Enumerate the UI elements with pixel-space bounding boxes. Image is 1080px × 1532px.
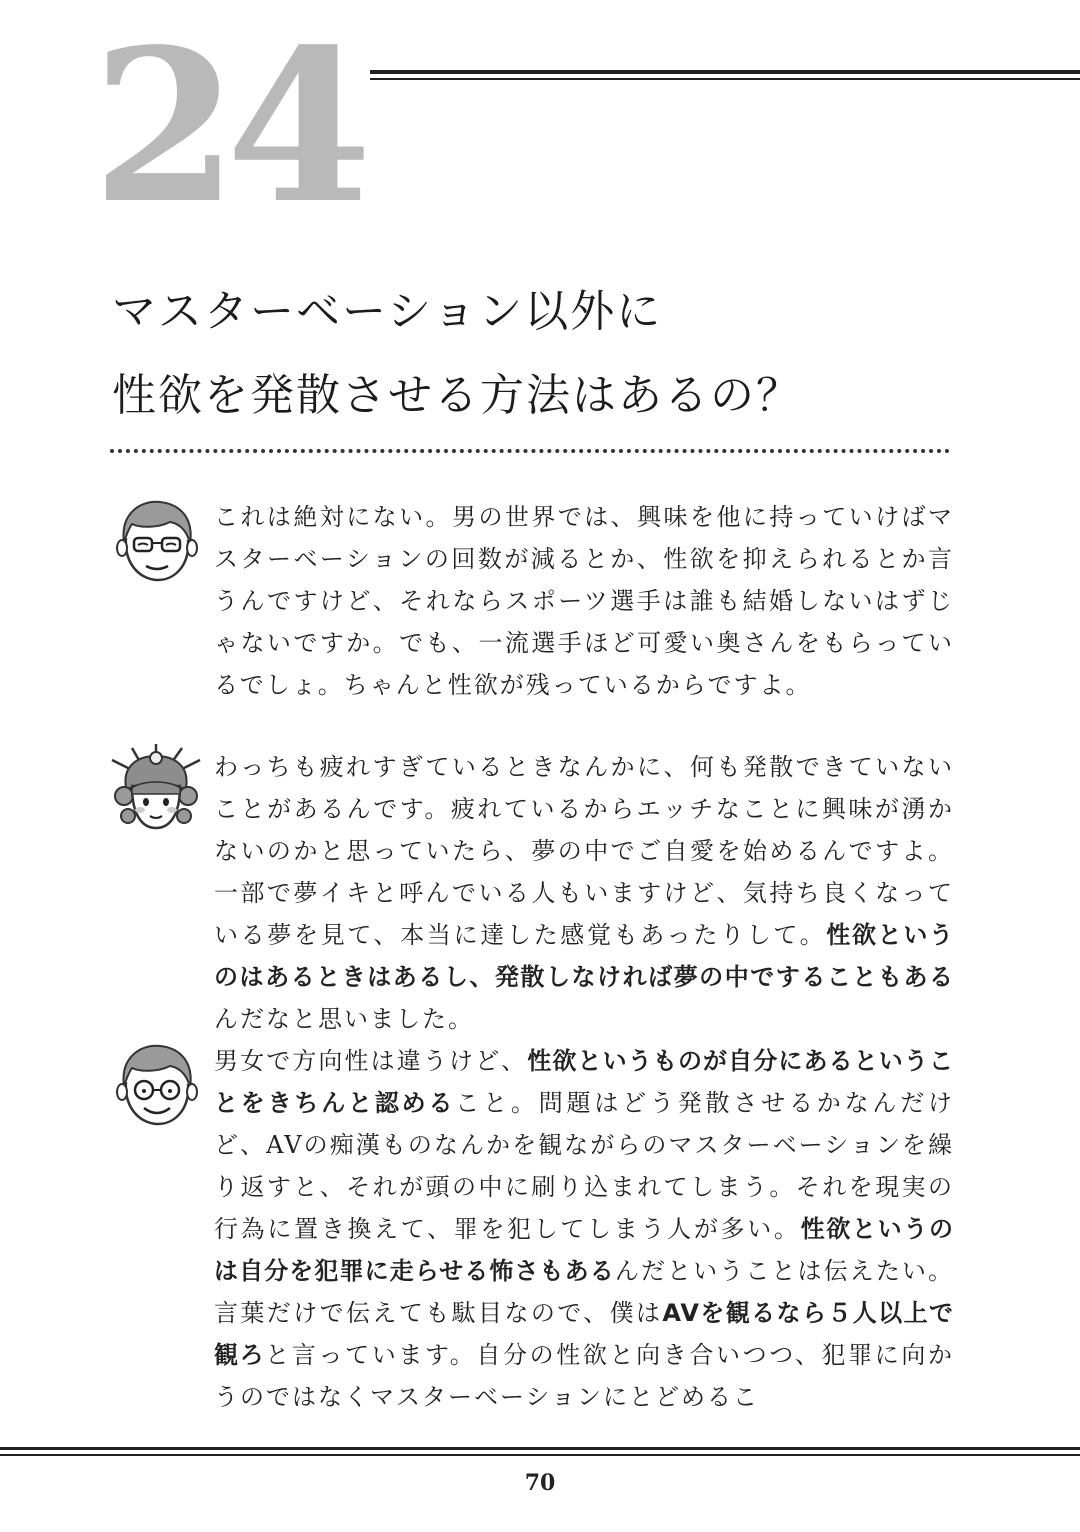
emphasis-text: 性欲というのはあるときはあるし、発散しなければ夢の中ですることもある [214, 921, 954, 991]
dialogue-block-3 [214, 1040, 954, 1418]
page-number: 70 [524, 1470, 556, 1496]
glasses-man-avatar-icon [110, 1038, 202, 1130]
emphasis-text: AVを観るなら５人以上で観ろ [214, 1299, 954, 1369]
page-title [112, 270, 802, 438]
header-rule [370, 70, 1080, 82]
title-line-1: マスターベーション以外に [112, 286, 663, 337]
body-text: これは絶対にない。男の世界では、興味を他に持っていけばマスターベーションの回数が減るとか、性欲を抑えられるとか言うんですけど、それならスポーツ選手は誰も結婚しないはずじゃないですか。でも、一流選手ほど可愛い奥さんをもらっているでしょ。ちゃんと性欲が残っているからですよ。 [214, 503, 954, 699]
body-text: と言っています。自分の性欲と向き合いつつ、犯罪に向かうのではなくマスターベーションにとどめるこ [214, 1341, 954, 1411]
body-text: わっちも疲れすぎているときなんかに、何も発散できていないことがあるんです。疲れているからエッチなことに興味が湧かないのかと思っていたら、夢の中でご自愛を始めるんですよ。一部で夢イキと呼んでいる人もいますけど、気持ち良くなっている夢を見て、本当に達した感覚もあったりして。 [214, 753, 954, 949]
footer-rule [0, 1447, 1080, 1459]
body-text: んだということは伝えたい。言葉だけで伝えても駄目なので、僕は [214, 1257, 955, 1327]
glasses-man-avatar-icon [110, 494, 202, 586]
chapter-number: 24 [92, 3, 361, 250]
dialogue-text [214, 746, 954, 1040]
title-line-2: 性欲を発散させる方法はあるの？ [112, 370, 802, 421]
dialogue-block-2 [214, 746, 954, 1040]
body-text: こと。問題はどう発散させるかなんだけど、AVの痴漢ものなんかを観ながらのマスターベーションを繰り返すと、それが頭の中に刷り込まれてしまう。それを現実の行為に置き換えて、罪を犯してしまう人が多い。 [214, 1089, 955, 1243]
dialogue-text [214, 496, 954, 706]
decorated-hair-woman-avatar-icon [110, 744, 202, 836]
dialogue-text [214, 1040, 954, 1418]
emphasis-text: 性欲というものが自分にあるということをきちんと認める [214, 1047, 955, 1117]
body-text: 男女で方向性は違うけど、 [214, 1047, 528, 1075]
dialogue-block-1 [214, 496, 954, 706]
title-divider [110, 449, 950, 453]
emphasis-text: 性欲というのは自分を犯罪に走らせる怖さもある [214, 1215, 954, 1285]
body-text: んだなと思いました。 [214, 1005, 474, 1033]
